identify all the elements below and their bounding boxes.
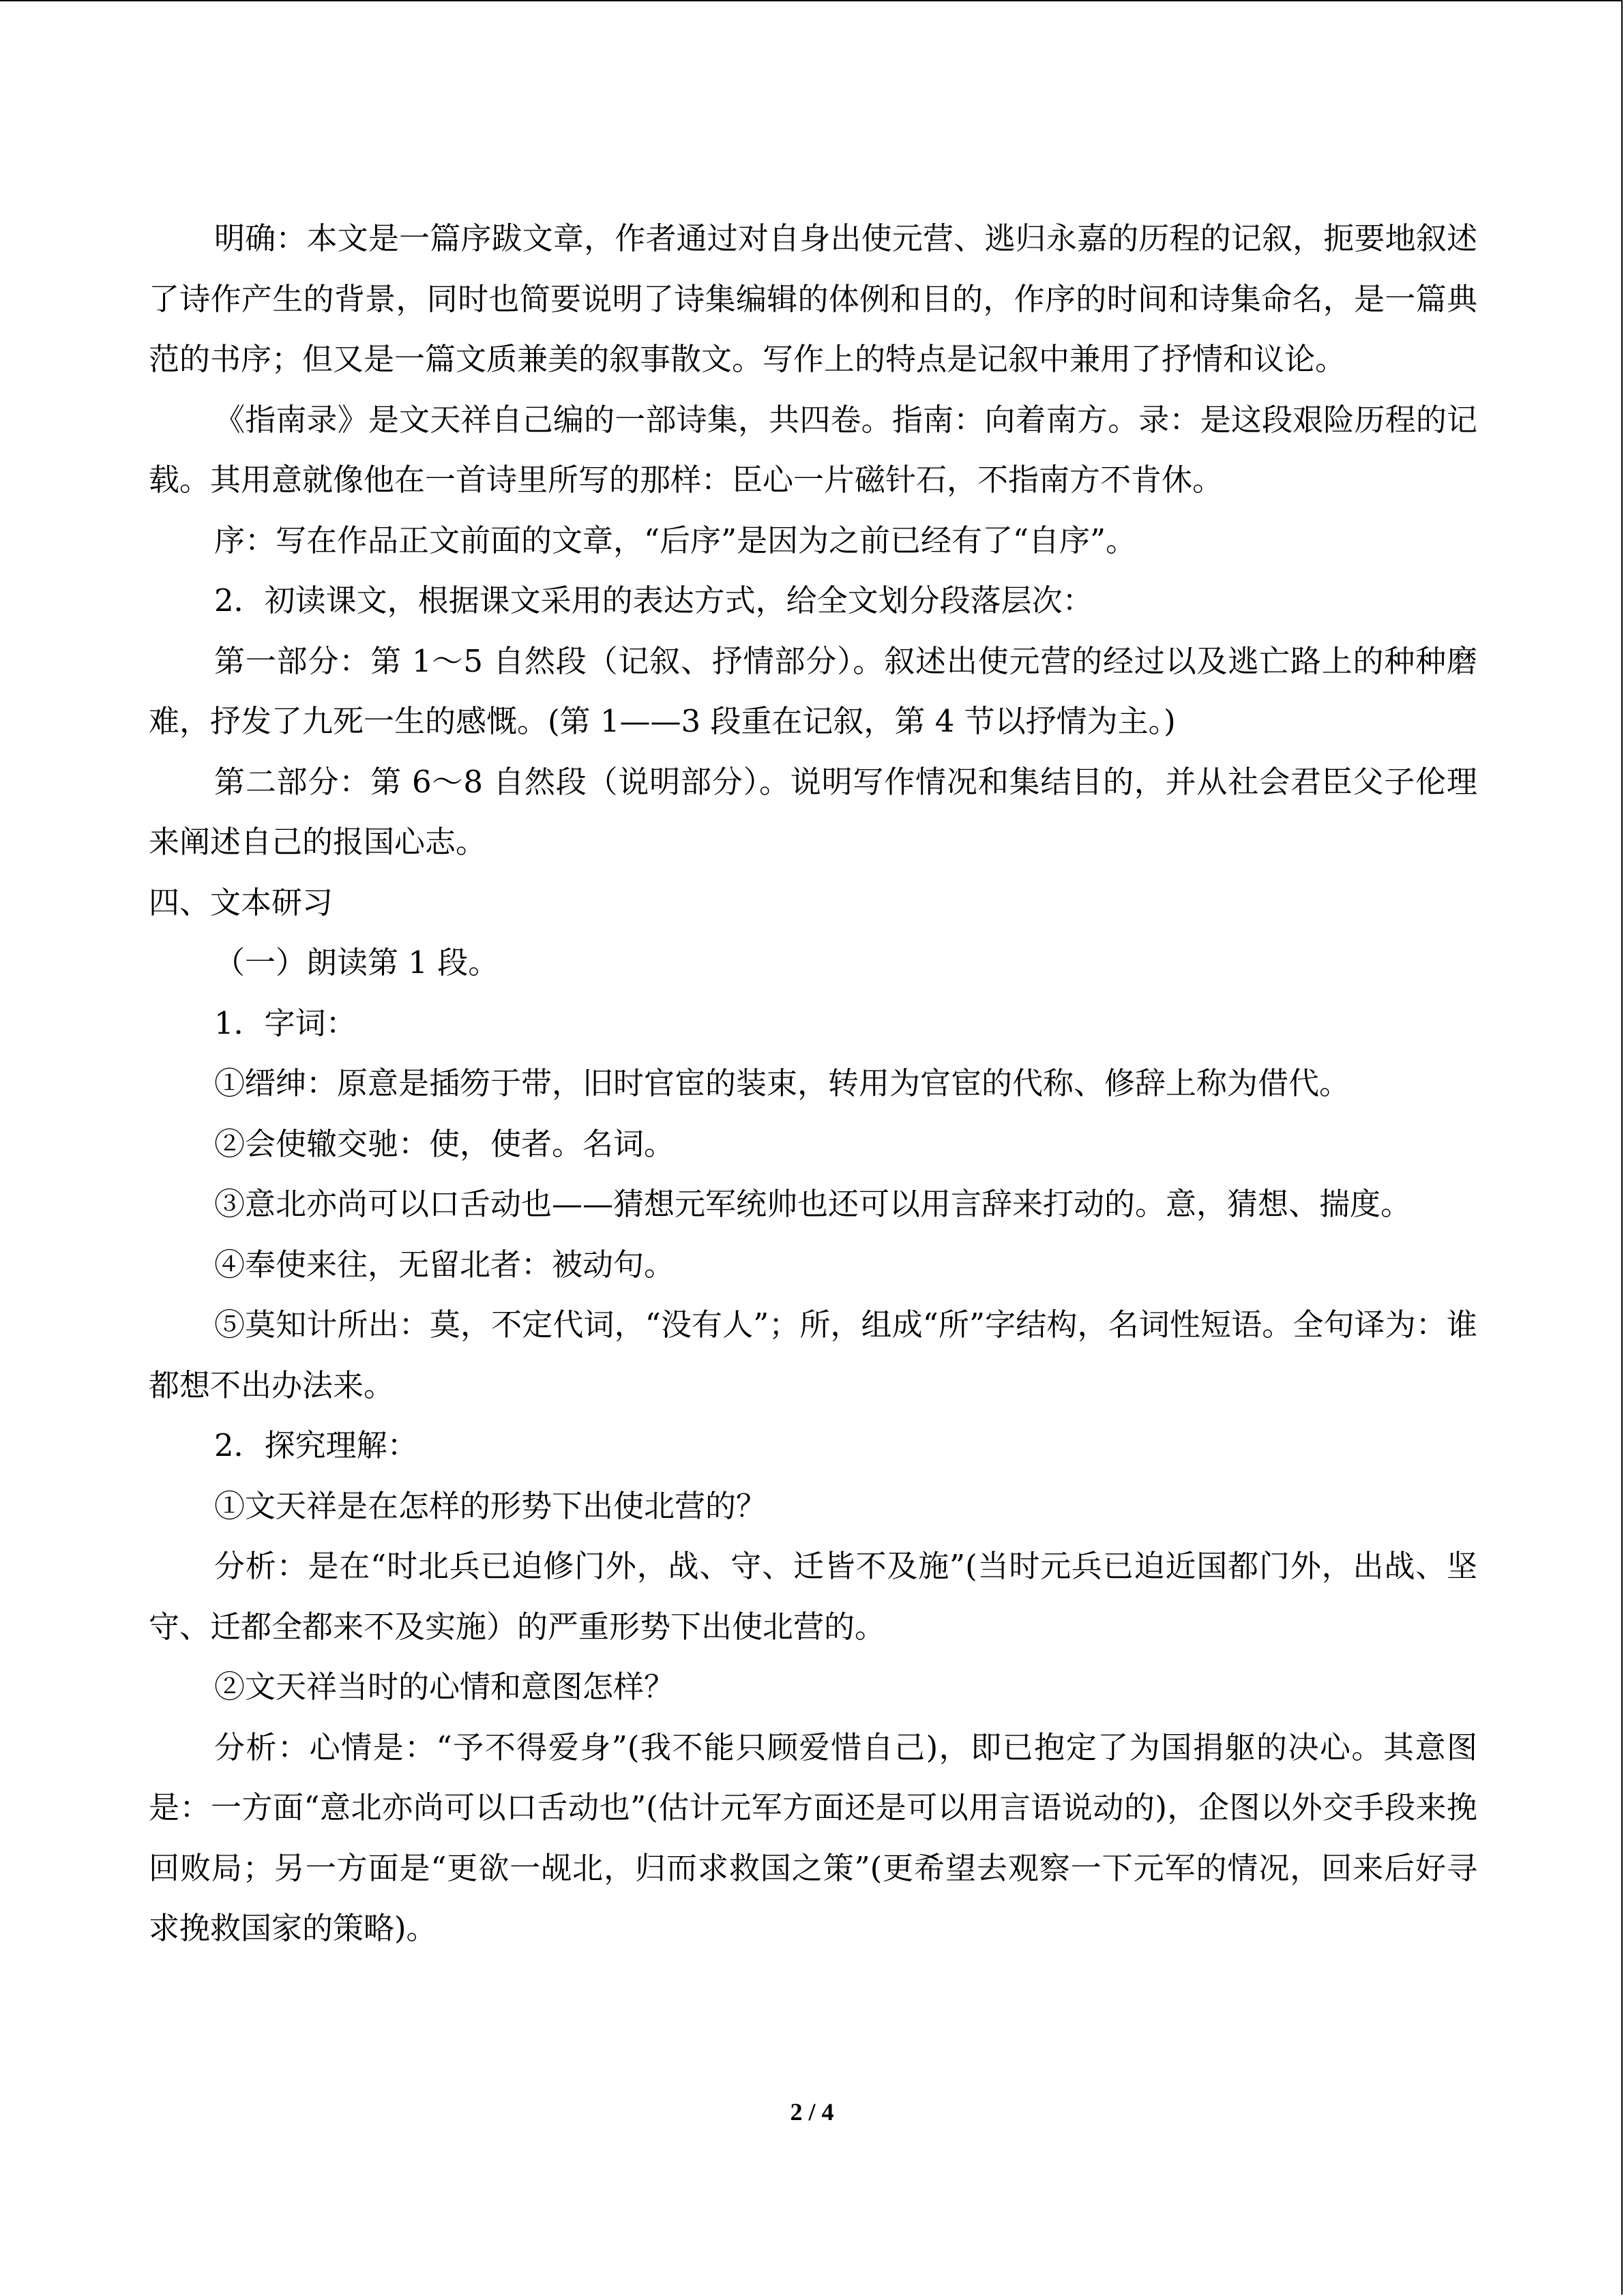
paragraph-first-reading: 2．初读课文，根据课文采用的表达方式，给全文划分段落层次： <box>214 582 1093 618</box>
question-item: ②文天祥当时的心情和意图怎样？ <box>214 1669 675 1705</box>
paragraph-preface-definition: 序：写在作品正文前面的文章，“后序”是因为之前已经有了“自序”。 <box>214 522 1137 558</box>
vocab-item: ①缙绅：原意是插笏于带，旧时官宦的装束，转用为官宦的代称、修辞上称为借代。 <box>214 1065 1350 1101</box>
paragraph-part-two: 第二部分：第 6～8 自然段（说明部分）。说明写作情况和集结目的，并从社会君臣父子伦理来阐述自己的报国心志。 <box>149 763 1477 860</box>
document-body <box>149 209 1477 1959</box>
vocab-item: ②会使辙交驰：使，使者。名词。 <box>214 1125 675 1162</box>
analysis-item: 分析：心情是：“予不得爱身”(我不能只顾爱惜自己)，即已抱定了为国捐躯的决心。其意图是：一方面“意北亦尚可以口舌动也”(估计元军方面还是可以用言语说动的)，企图以外交手段来挽回败局；另一方面是“更欲一觇北，归而求救国之策”(更希望去观察一下元军的情况，回来后好寻求挽救国家的策略)。 <box>149 1729 1477 1946</box>
vocab-item: ③意北亦尚可以口舌动也——猜想元军统帅也还可以用言辞来打动的。意，猜想、揣度。 <box>214 1186 1412 1222</box>
list-heading-inquiry: 2．探究理解： <box>214 1427 418 1463</box>
vocab-item: ⑤莫知计所出：莫，不定代词，“没有人”；所，组成“所”字结构，名词性短语。全句译为：谁都想不出办法来。 <box>149 1307 1477 1403</box>
question-item: ①文天祥是在怎样的形势下出使北营的？ <box>214 1487 767 1524</box>
analysis-item: 分析：是在“时北兵已迫修门外，战、守、迁皆不及施”(当时元兵已迫近国都门外，出战、坚守、迁都全都来不及实施）的严重形势下出使北营的。 <box>149 1548 1477 1645</box>
paragraph-zhinanlu: 《指南录》是文天祥自己编的一部诗集，共四卷。指南：向着南方。录：是这段艰险历程的记载。其用意就像他在一首诗里所写的那样：臣心一片磁针石，不指南方不肯休。 <box>149 401 1477 498</box>
section-heading: 四、文本研习 <box>149 884 334 921</box>
list-heading-vocabulary: 1．字词： <box>214 1004 357 1041</box>
subsection-heading: （一）朗读第 1 段。 <box>214 944 499 981</box>
vocab-item: ④奉使来往，无留北者：被动句。 <box>214 1246 675 1283</box>
paragraph-part-one: 第一部分：第 1～5 自然段（记叙、抒情部分）。叙述出使元营的经过以及逃亡路上的种种磨难，抒发了九死一生的感慨。(第 1——3 段重在记叙，第 4 节以抒情为主。) <box>149 642 1477 739</box>
page-number: 2 / 4 <box>790 2098 834 2126</box>
paragraph-clarification: 明确：本文是一篇序跋文章，作者通过对自身出使元营、逃归永嘉的历程的记叙，扼要地叙述了诗作产生的背景，同时也简要说明了诗集编辑的体例和目的，作序的时间和诗集命名，是一篇典范的书序；但又是一篇文质兼美的叙事散文。写作上的特点是记叙中兼用了抒情和议论。 <box>149 220 1477 377</box>
